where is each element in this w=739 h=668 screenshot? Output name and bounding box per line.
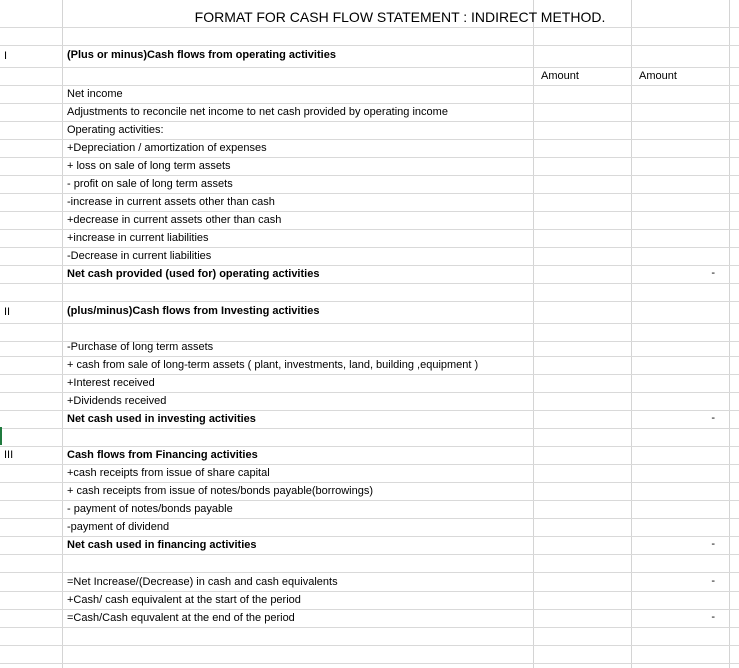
summary-row[interactable] [0, 574, 739, 592]
line-item: +Interest received [67, 377, 155, 389]
line-item: +cash receipts from issue of share capital [67, 467, 270, 479]
section-investing-row[interactable] [0, 302, 739, 324]
total-row[interactable] [0, 411, 739, 429]
operating-total-label: Net cash provided (used for) operating activities [67, 268, 320, 280]
table-row[interactable] [0, 140, 739, 158]
table-row[interactable] [0, 194, 739, 212]
line-item: Operating activities: [67, 124, 164, 136]
table-row[interactable] [0, 465, 739, 483]
total-row[interactable] [0, 537, 739, 555]
table-row[interactable] [0, 230, 739, 248]
line-item: - payment of notes/bonds payable [67, 503, 233, 515]
line-item: +Depreciation / amortization of expenses [67, 142, 267, 154]
empty-row[interactable] [0, 555, 739, 573]
section-number: II [4, 306, 11, 318]
line-item: - profit on sale of long term assets [67, 178, 233, 190]
table-row[interactable] [0, 158, 739, 176]
operating-total-value: - [711, 267, 715, 279]
title-row[interactable] [0, 8, 739, 28]
table-row[interactable] [0, 339, 739, 357]
line-item: -increase in current assets other than cash [67, 196, 275, 208]
table-row[interactable] [0, 375, 739, 393]
line-item: -payment of dividend [67, 521, 170, 533]
empty-row[interactable] [0, 429, 739, 447]
table-row[interactable] [0, 176, 739, 194]
line-item: + loss on sale of long term assets [67, 160, 231, 172]
summary-row[interactable] [0, 592, 739, 610]
summary-value: - [711, 611, 715, 623]
table-row[interactable] [0, 122, 739, 140]
line-item: + cash receipts from issue of notes/bonds payable(borrowings) [67, 485, 374, 497]
table-row[interactable] [0, 501, 739, 519]
empty-row[interactable] [0, 28, 739, 46]
table-row[interactable] [0, 212, 739, 230]
section-header: (plus/minus)Cash flows from Investing activities [67, 305, 320, 317]
table-row[interactable] [0, 86, 739, 104]
empty-row[interactable] [0, 284, 739, 302]
section-header: (Plus or minus)Cash flows from operating activities [67, 49, 336, 61]
summary-value: - [711, 575, 715, 587]
summary-row[interactable] [0, 610, 739, 628]
line-item: -Purchase of long term assets [67, 341, 214, 353]
amount-header-row[interactable] [0, 68, 739, 86]
summary-line: =Cash/Cash equvalent at the end of the period [67, 612, 295, 624]
line-item: + cash from sale of long-term assets ( plant, investments, land, building ,equipment ) [67, 359, 479, 371]
total-row[interactable] [0, 266, 739, 284]
section-number: I [4, 50, 8, 62]
active-cell-marker [0, 427, 2, 445]
page-title: FORMAT FOR CASH FLOW STATEMENT : INDIRECT METHOD. [194, 9, 606, 25]
line-item: -Decrease in current liabilities [67, 250, 212, 262]
investing-total-label: Net cash used in investing activities [67, 413, 256, 425]
section-header: Cash flows from Financing activities [67, 449, 258, 461]
table-row[interactable] [0, 519, 739, 537]
section-financing-row[interactable] [0, 447, 739, 465]
table-row[interactable] [0, 357, 739, 375]
line-item: Adjustments to reconcile net income to net cash provided by operating income [67, 106, 448, 118]
table-row[interactable] [0, 104, 739, 122]
summary-line: +Cash/ cash equivalent at the start of the period [67, 594, 301, 606]
amount-header: Amount [639, 70, 677, 82]
investing-total-value: - [711, 412, 715, 424]
empty-row[interactable] [0, 628, 739, 646]
section-operating-row[interactable] [0, 46, 739, 68]
amount-header: Amount [541, 70, 579, 82]
line-item: +Dividends received [67, 395, 167, 407]
line-item: +increase in current liabilities [67, 232, 209, 244]
summary-line: =Net Increase/(Decrease) in cash and cash equivalents [67, 576, 338, 588]
table-row[interactable] [0, 248, 739, 266]
table-row[interactable] [0, 483, 739, 501]
line-item: Net income [67, 88, 123, 100]
financing-total-value: - [711, 538, 715, 550]
financing-total-label: Net cash used in financing activities [67, 539, 257, 551]
empty-row[interactable] [0, 646, 739, 664]
section-number: III [4, 449, 14, 461]
table-row[interactable] [0, 393, 739, 411]
line-item: +decrease in current assets other than cash [67, 214, 282, 226]
